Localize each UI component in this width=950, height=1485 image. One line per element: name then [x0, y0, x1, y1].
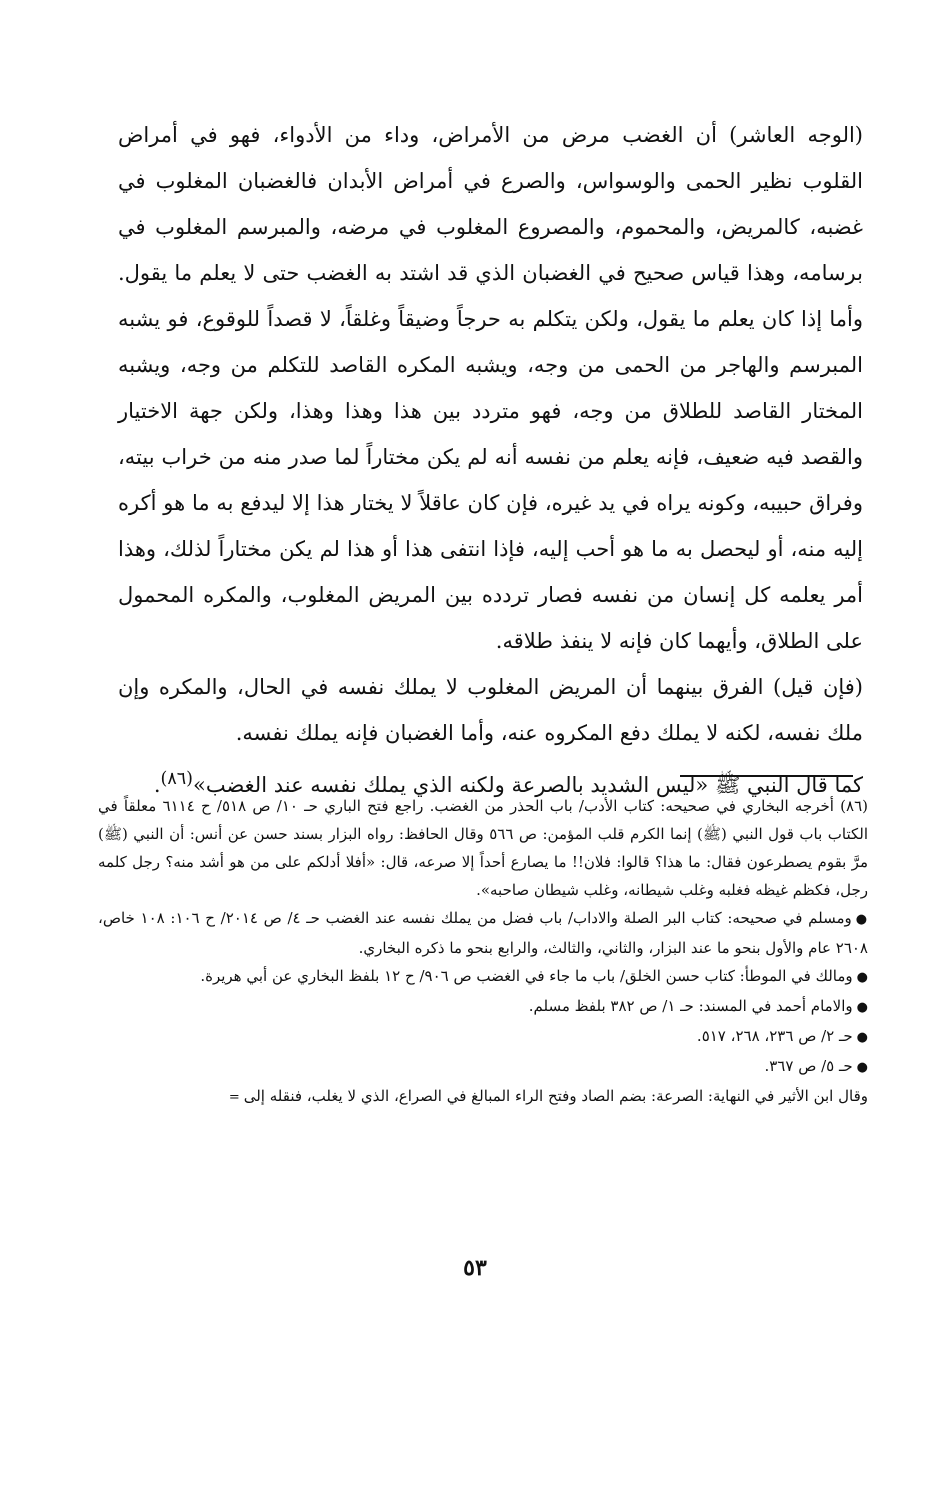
footnote-reference: (٨٦) — [160, 769, 193, 789]
footnote-bullet-item — [98, 1022, 868, 1052]
footnote-bullet-text: والامام أحمد في المسند: حـ ١/ ص ٣٨٢ بلفظ مسلم. — [528, 997, 853, 1015]
bullet-icon: ● — [856, 970, 868, 985]
hadith-text: كما قال النبي ﷺ «ليس الشديد بالصرعة ولكنه الذي يملك نفسه عند الغضب» — [192, 773, 863, 797]
footnote-note — [98, 1082, 868, 1112]
paragraph-objection: (فإن قيل) الفرق بينهما أن المريض المغلوب لا يملك نفسه في الحال، والمكره وإن ملك نفسه، لكنه لا يملك دفع المكروه عنه، وأما الغضبان فإنه يملك نفسه. — [118, 675, 863, 745]
footnote-bullet-text: ومسلم في صحيحه: كتاب البر الصلة والاداب/ باب فضل من يملك نفسه عند الغضب حـ ٤/ ص ٢٠١٤/ ح ١٠٦: ١٠٨ خاص، ٢٦٠٨ عام والأول بنحو ما عند البزار، والثاني، والثالث، والرابع بنحو ما ذكره البخاري. — [98, 909, 868, 957]
paragraph-tenth-aspect: (الوجه العاشر) أن الغضب مرض من الأمراض، وداء من الأدواء، فهو في أمراض القلوب نظير الحمى والوسواس، والصرع في أمراض الأبدان فالغضبان المغلوب في غضبه، كالمريض، والمحموم، والمصروع المغلوب في مرضه، والمبرسم المغلوب في برسامه، وهذا قياس صحيح في الغضبان الذي قد اشتد به الغضب حتى لا يعلم ما يقول. وأما إذا كان يعلم ما يقول، ولكن يتكلم به حرجاً وضيقاً وغلقاً، لا قصداً للوقوع، فو يشبه المبرسم والهاجر من الحمى من وجه، ويشبه المكره القاصد للتكلم من وجه، ويشبه المختار القاصد للطلاق من وجه، فهو متردد بين هذا وهذا وهذا، ولكن جهة الاختيار والقصد فيه ضعيف، فإنه يعلم من نفسه أنه لم يكن مختاراً لما صدر منه من خراب بيته، وفراق حبيبه، وكونه يراه في يد غيره، فإن كان عاقلاً لا يختار هذا إلا ليدفع به ما هو أكره إليه منه، أو ليحصل به ما هو أحب إليه، فإذا انتفى هذا أو هذا لم يكن مختاراً لذلك، وهذا أمر يعلمه كل إنسان من نفسه فصار تردده بين المريض المغلوب، والمكره المحمول على الطلاق، وأيهما كان فإنه لا ينفذ طلاقه. — [118, 123, 863, 653]
footnote-divider — [680, 775, 853, 777]
bullet-icon: ● — [856, 1030, 868, 1045]
footnote-bullet-item — [98, 992, 868, 1022]
footnote-86: (٨٦) أخرجه البخاري في صحيحه: كتاب الأدب/ باب الحذر من الغضب. راجع فتح الباري حـ ١٠/ ص ٥١٨/ ح ٦١١٤ معلقاً في الكتاب باب قول النبي (ﷺ) إنما الكرم قلب المؤمن: ص ٥٦٦ وقال الحافظ: رواه البزار بسند حسن عن أنس: أن النبي (ﷺ) مرَّ بقوم يصطرعون فقال: ما هذا؟ قالوا: فلان!! ما يصارع أحداً إلا صرعه، قال: «أفلا أدلكم على من هو أشد منه؟ رجل كلمه رجل، فكظم غيظه فغلبه وغلب شيطانه، وغلب شيطان صاحبه». — [98, 797, 868, 899]
footnote-bullet-text: حـ ٢/ ص ٢٣٦، ٢٦٨، ٥١٧. — [696, 1027, 853, 1045]
bullet-icon: ● — [855, 912, 868, 927]
footnote-bullet-item — [98, 962, 868, 992]
continuation-mark: = — [228, 1090, 240, 1105]
footnote-note-text: وقال ابن الأثير في النهاية: الصرعة: بضم الصاد وفتح الراء المبالغ في الصراع، الذي لا يغلب، فنقله إلى — [243, 1087, 868, 1105]
footnotes-section — [98, 792, 868, 1112]
main-text — [118, 112, 863, 808]
footnote-bullet-text: ومالك في الموطأ: كتاب حسن الخلق/ باب ما جاء في الغضب ص ٩٠٦/ ح ١٢ بلفظ البخاري عن أبي هريرة. — [200, 967, 853, 985]
footnote-bullet-item — [98, 904, 868, 962]
end-mark: . — [153, 773, 161, 797]
bullet-icon: ● — [856, 1000, 868, 1015]
footnote-bullet-text: حـ ٥/ ص ٣٦٧. — [764, 1057, 853, 1075]
footnote-bullet-item — [98, 1052, 868, 1082]
page-number: ٥٣ — [463, 1255, 487, 1281]
bullet-icon: ● — [856, 1060, 868, 1075]
